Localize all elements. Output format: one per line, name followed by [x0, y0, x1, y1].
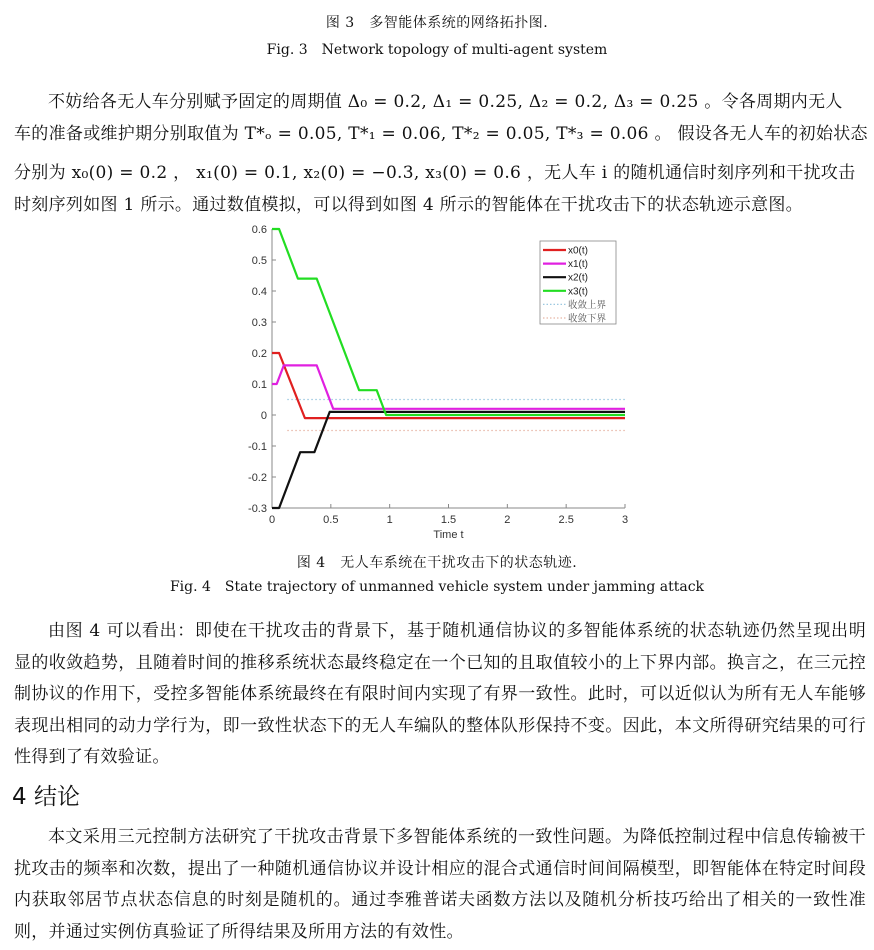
legend-entry: x3(t) [568, 286, 588, 298]
series-x2(t) [272, 412, 625, 508]
x-tick-label: 3 [621, 514, 629, 526]
y-tick-label: -0.3 [248, 503, 267, 515]
legend-entry: x2(t) [568, 272, 588, 284]
x-axis-label: Time t [433, 529, 464, 541]
figure4-caption-en: Fig. 4 State trajectory of unmanned vehicle system under jamming attack [169, 579, 705, 595]
legend-entry: x1(t) [568, 259, 588, 271]
y-tick-label: 0.1 [251, 379, 267, 391]
y-tick-label: 0.3 [251, 317, 267, 329]
y-tick-label: 0 [260, 410, 267, 422]
y-tick-label: -0.2 [248, 472, 267, 484]
legend-entry: 收敛下界 [568, 313, 607, 325]
paragraph-conclusion: 本文采用三元控制方法研究了干扰攻击背景下多智能体系统的一致性问题。为降低控制过程中信息传输被干扰攻击的频率和次数，提出了一种随机通信协议并设计相应的混合式通信时间间隔模型，即智能体在特定时间段内获取邻居节点状态信息的时刻是随机的。通过李雅普诺夫函数方法以及随机分析技巧给出了相关的一致性准则，并通过实例仿真验证了所得结果及所用方法的有效性。 [14, 827, 866, 942]
paragraph-line: 不妨给各无人车分别赋予固定的周期值 Δ₀ = 0.2, Δ₁ = 0.25, Δ₂ = 0.2, Δ₃ = 0.25 。令各周期内无人 [48, 92, 843, 112]
x-tick-label: 1 [386, 514, 393, 526]
paragraph-analysis: 由图 4 可以看出：即使在干扰攻击的背景下，基于随机通信协议的多智能体系统的状态轨迹仍然呈现出明显的收敛趋势，且随着时间的推移系统状态最终稳定在一个已知的且取值较小的上下界内部。换言之，在三元控制协议的作用下，受控多智能体系统最终在有限时间内实现了有界一致性。此时，可以近似认为所有无人车能够表现出相同的动力学行为，即一致性状态下的无人车编队的整体队形保持不变。因此，本文所得研究结果的可行性得到了有效验证。 [14, 621, 866, 767]
paragraph-line: 时刻序列如图 1 所示。通过数值模拟，可以得到如图 4 所示的智能体在干扰攻击下的状态轨迹示意图。 [14, 195, 803, 215]
y-tick-label: 0.4 [251, 286, 267, 298]
figure4-caption-cn: 图 4 无人车系统在干扰攻击下的状态轨迹. [296, 555, 578, 571]
chart-legend [540, 241, 616, 325]
figure3-caption-cn: 图 3 多智能体系统的网络拓扑图. [325, 15, 549, 31]
x-tick-label: 1.5 [440, 514, 457, 526]
figure3-caption-en: Fig. 3 Network topology of multi-agent system [266, 42, 608, 58]
y-tick-label: 0.2 [251, 348, 267, 360]
x-tick-label: 2 [504, 514, 511, 526]
y-tick-label: -0.1 [248, 441, 267, 453]
section-heading-conclusion: 4 结论 [12, 784, 80, 810]
x-tick-label: 2.5 [558, 514, 574, 526]
x-tick-label: 0 [268, 514, 276, 526]
y-tick-label: 0.6 [251, 224, 267, 236]
paragraph-line: 分别为 x₀(0) = 0.2 ， x₁(0) = 0.1, x₂(0) = −0.3, x₃(0) = 0.6 ，无人车 i 的随机通信时刻序列和干扰攻击 [14, 163, 856, 183]
x-tick-label: 0.5 [323, 514, 339, 526]
legend-entry: x0(t) [568, 245, 588, 257]
series-x1(t) [272, 365, 625, 408]
paragraph-line: 车的准备或维护期分别取值为 T*ₒ = 0.05, T*₁ = 0.06, T*₂ = 0.05, T*₃ = 0.06 。 假设各无人车的初始状态 [14, 124, 868, 144]
state-trajectory-chart [230, 222, 640, 547]
legend-entry: 收敛上界 [568, 299, 607, 311]
y-tick-label: 0.5 [251, 255, 267, 267]
